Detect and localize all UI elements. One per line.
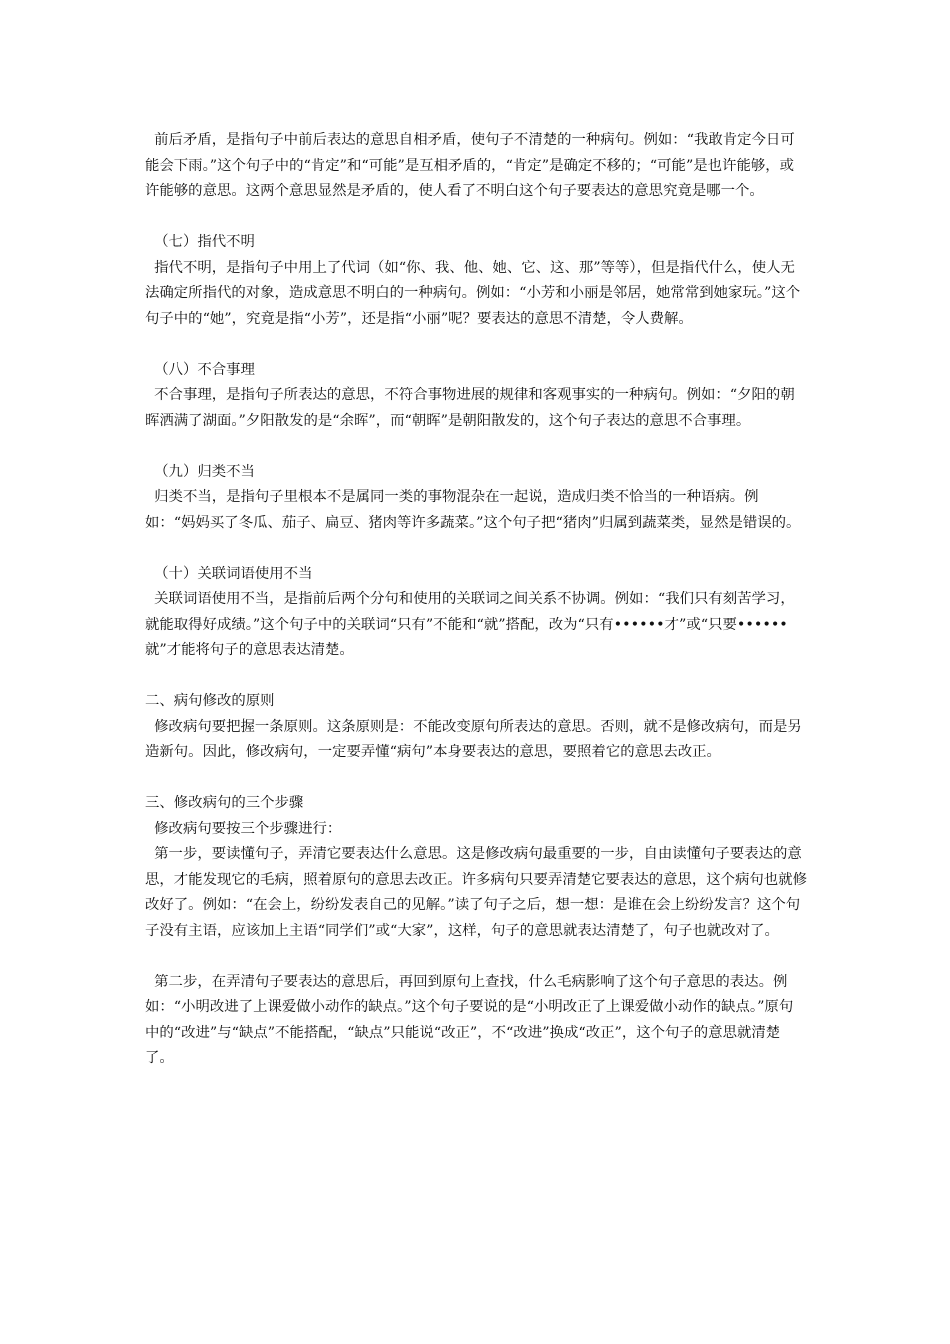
heading-unclear-reference: （七）指代不明 (145, 234, 255, 250)
paragraph-revision-principle: 修改病句要把握一条原则。这条原则是：不能改变原句所表达的意思。否则，就不是修改病句，而是另造新句。因此，修改病句，一定要弄懂“病句”本身要表达的意思，要照着它的意思去改正。 (145, 718, 802, 760)
blank-line (145, 664, 807, 690)
document-page (145, 128, 807, 1072)
paragraph-three-steps-intro: 修改病句要按三个步骤进行： (145, 820, 342, 837)
blank-line (145, 332, 807, 358)
paragraph-wrong-category: 归类不当，是指句子里根本不是属同一类的事物混杂在一起说，造成归类不恰当的一种语病。例如：“妈妈买了冬瓜、茄子、扁豆、猪肉等许多蔬菜。”这个句子把“猪肉”归属到蔬菜类，显然是错误的。 (145, 489, 801, 531)
heading-conjunction-misuse: （十）关联词语使用不当 (145, 565, 313, 582)
heading-wrong-category: （九）归类不当 (145, 463, 255, 480)
paragraph-conjunction-misuse: 关联词语使用不当，是指前后两个分句和使用的关联词之间关系不协调。例如：“我们只有刻苦学习，就能取得好成绩。”这个句子中的关联词“只有”不能和“就”搭配，改为“只有••••••才”或“只要••••••就”才能将句子的意思表达清楚。 (145, 591, 795, 658)
heading-unreasonable: （八）不合事理 (145, 361, 255, 378)
paragraph-unreasonable: 不合事理，是指句子所表达的意思，不符合事物进展的规律和客观事实的一种病句。例如：“夕阳的朝晖洒满了湖面。”夕阳散发的是“余晖”，而“朝晖”是朝阳散发的，这个句子表达的意思不合事理。 (145, 387, 795, 429)
blank-line (145, 205, 807, 231)
blank-line (145, 944, 807, 970)
paragraph-step-one: 第一步，要读懂句子，弄清它要表达什么意思。这是修改病句最重要的一步，自由读懂句子要表达的意思，才能发现它的毛病，照着原句的意思去改正。许多病句只要弄清楚它要表达的意思，这个病句也就修改好了。例如：“在会上，纷纷发表自己的见解。”读了句子之后，想一想：是谁在会上纷纷发言？这个句子没有主语，应该加上主语“同学们”或“大家”，这样，句子的意思就表达清楚了，句子也就改对了。 (145, 846, 807, 939)
paragraph-unclear-reference: 指代不明，是指句子中用上了代词（如“你、我、他、她、它、这、那”等等），但是指代什么，使人无法确定所指代的对象，造成意思不明白的一种病句。例如：“小芳和小丽是邻居，她常常到她家玩。”这个句子中的“她”，究竟是指“小芳”，还是指“小丽”呢？要表达的意思不清楚，令人费解。 (145, 259, 801, 327)
blank-line (145, 536, 807, 562)
heading-three-steps: 三、修改病句的三个步骤 (145, 795, 304, 811)
heading-revision-principle: 二、病句修改的原则 (145, 693, 275, 709)
blank-line (145, 766, 807, 792)
blank-line (145, 434, 807, 460)
paragraph-contradiction: 前后矛盾，是指句子中前后表达的意思自相矛盾，使句子不清楚的一种病句。例如：“我敢肯定今日可能会下雨。”这个句子中的“肯定”和“可能”是互相矛盾的，“肯定”是确定不移的；“可能”是也许能够，或许能够的意思。这两个意思显然是矛盾的，使人看了不明白这个句子要表达的意思究竟是哪一个。 (145, 132, 795, 199)
paragraph-step-two: 第二步，在弄清句子要表达的意思后，再回到原句上查找，什么毛病影响了这个句子意思的表达。例如：“小明改进了上课爱做小动作的缺点。”这个句子要说的是“小明改正了上课爱做小动作的缺点。”原句中的“改进”与“缺点”不能搭配，“缺点”只能说“改正”，不“改进”换成“改正”，这个句子的意思就清楚了。 (145, 973, 794, 1066)
